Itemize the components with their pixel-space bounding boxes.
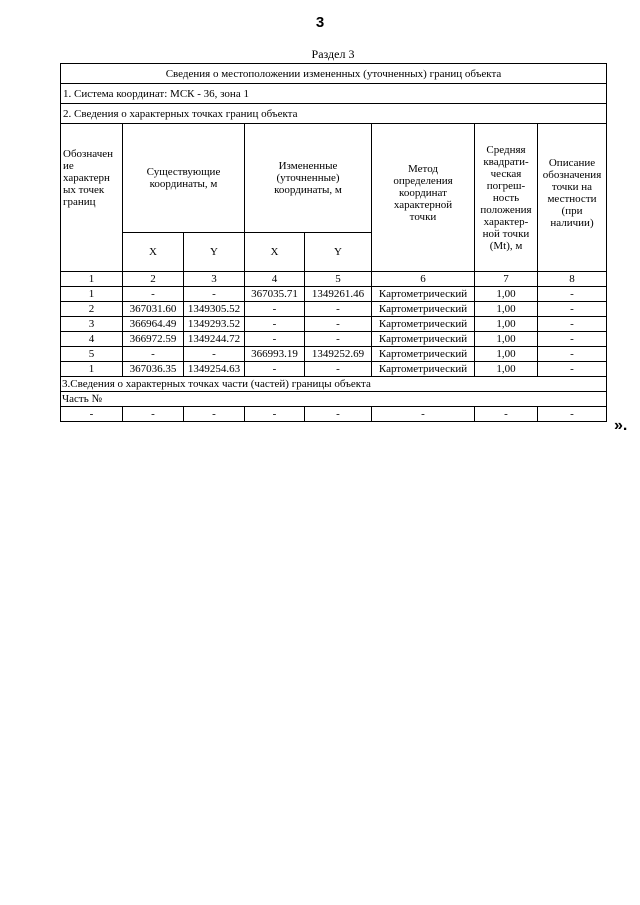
header-line: ие [63,159,74,172]
table-cell: 367036.35 [123,362,184,377]
table-cell: 366972.59 [123,332,184,347]
header-existing-coords [123,124,245,233]
table-cell: 366964.49 [123,317,184,332]
header-line: точки [409,210,437,223]
header-line: Описание [548,156,596,169]
table-cell: 2 [123,272,184,287]
table-cell: 1 [61,272,123,287]
table-cell: - [372,407,475,422]
table-row [61,362,607,377]
table-cell: 1,00 [475,332,538,347]
header-existing-x: X [123,232,184,271]
header-line: ческая [490,167,522,180]
table-cell: 1349244.72 [184,332,245,347]
table-cell: - [538,302,607,317]
table-cell: 7 [475,272,538,287]
header-line: (Mt), м [489,239,523,252]
header-line: квадрати- [483,155,529,168]
table-cell: 1,00 [475,362,538,377]
table-cell: - [305,407,372,422]
header-method [372,124,475,272]
header-description [538,124,607,272]
header-line: границ [63,195,96,208]
table-cell: 3 [184,272,245,287]
header-changed-coords [245,124,372,233]
closing-mark: ». [614,417,628,434]
table-cell: 1349261.46 [305,287,372,302]
table-cell: Картометрический [372,332,475,347]
table-cell: Картометрический [372,287,475,302]
table-cell: - [305,317,372,332]
table-cell: - [305,302,372,317]
table-cell: Картометрический [372,317,475,332]
table-cell: - [538,407,607,422]
header-existing-y: Y [184,232,245,271]
header-line: наличии) [550,216,594,229]
header-line: Обозначен [63,147,114,160]
table-cell: - [245,362,305,377]
header-line: ых точек [63,183,105,196]
page-number: 3 [315,14,325,31]
header-line: ность [492,191,520,204]
header-changed-x: X [245,232,305,271]
coord-system-row: 1. Система координат: МСК - 36, зона 1 [61,84,607,104]
header-line: Измененные [278,159,338,172]
header-changed-y: Y [305,232,372,271]
table-cell: - [538,362,607,377]
table-cell: 1349293.52 [184,317,245,332]
table-cell: - [538,287,607,302]
header-line: (при [561,204,583,217]
table-cell: Картометрический [372,302,475,317]
header-line: Средняя [486,143,526,156]
header-line: ной точки [482,227,530,240]
table-cell: 5 [61,347,123,362]
column-number-row [61,272,607,287]
table-row [61,332,607,347]
header-accuracy [475,124,538,272]
table-cell: - [184,287,245,302]
table-cell: 4 [61,332,123,347]
header-line: местности [547,192,597,205]
header-line: обозначения [542,168,602,181]
header-line: характер- [483,215,529,228]
header-line: Метод [408,162,438,175]
table-cell: - [245,302,305,317]
header-line: положения [480,203,532,216]
table-cell: 4 [245,272,305,287]
table-row [61,347,607,362]
table-cell: - [184,407,245,422]
table-cell: - [245,332,305,347]
table-cell: - [123,287,184,302]
table-title: Сведения о местоположении измененных (уточненных) границ объекта [61,64,607,84]
section-title: Раздел 3 [311,47,355,61]
table-cell: - [305,332,372,347]
table-cell: 1 [61,362,123,377]
header-line: координаты, м [274,183,342,196]
table-cell: 1 [61,287,123,302]
table-cell: 367035.71 [245,287,305,302]
table-cell: 1,00 [475,302,538,317]
table-cell: - [245,317,305,332]
header-line: характерной [393,198,453,211]
table-cell: - [305,362,372,377]
table-cell: 1349252.69 [305,347,372,362]
table-cell: 5 [305,272,372,287]
table-cell: - [538,332,607,347]
table-row [61,317,607,332]
table-cell: 1,00 [475,287,538,302]
table-cell: 3 [61,317,123,332]
part-label-row: Часть № [61,392,607,407]
header-line: координат [399,186,447,199]
header-line: Существующие [146,165,221,178]
table-cell: 1,00 [475,317,538,332]
part-row [61,407,607,422]
table-cell: 8 [538,272,607,287]
table-cell: - [123,347,184,362]
table-cell: 366993.19 [245,347,305,362]
header-line: (уточненные) [276,171,340,184]
header-line: определения [393,174,453,187]
header-point-designation [61,124,123,272]
table-cell: - [123,407,184,422]
table-cell: - [538,317,607,332]
table-cell: 1349254.63 [184,362,245,377]
header-line: координаты, м [149,177,218,190]
boundary-table [60,63,607,422]
table-cell: 6 [372,272,475,287]
table-row [61,302,607,317]
table-cell: - [245,407,305,422]
table-cell: 367031.60 [123,302,184,317]
part-heading-row: 3.Сведения о характерных точках части (частей) границы объекта [61,377,607,392]
header-line: характерн [63,171,110,184]
table-cell: - [475,407,538,422]
table-cell: 1349305.52 [184,302,245,317]
points-heading-row: 2. Сведения о характерных точках границ объекта [61,104,607,124]
header-line: погреш- [486,179,526,192]
header-line: точки на [551,180,593,193]
table-cell: Картометрический [372,362,475,377]
table-row [61,287,607,302]
table-cell: - [538,347,607,362]
table-cell: 2 [61,302,123,317]
table-cell: 1,00 [475,347,538,362]
table-cell: - [61,407,123,422]
table-cell: - [184,347,245,362]
table-cell: Картометрический [372,347,475,362]
